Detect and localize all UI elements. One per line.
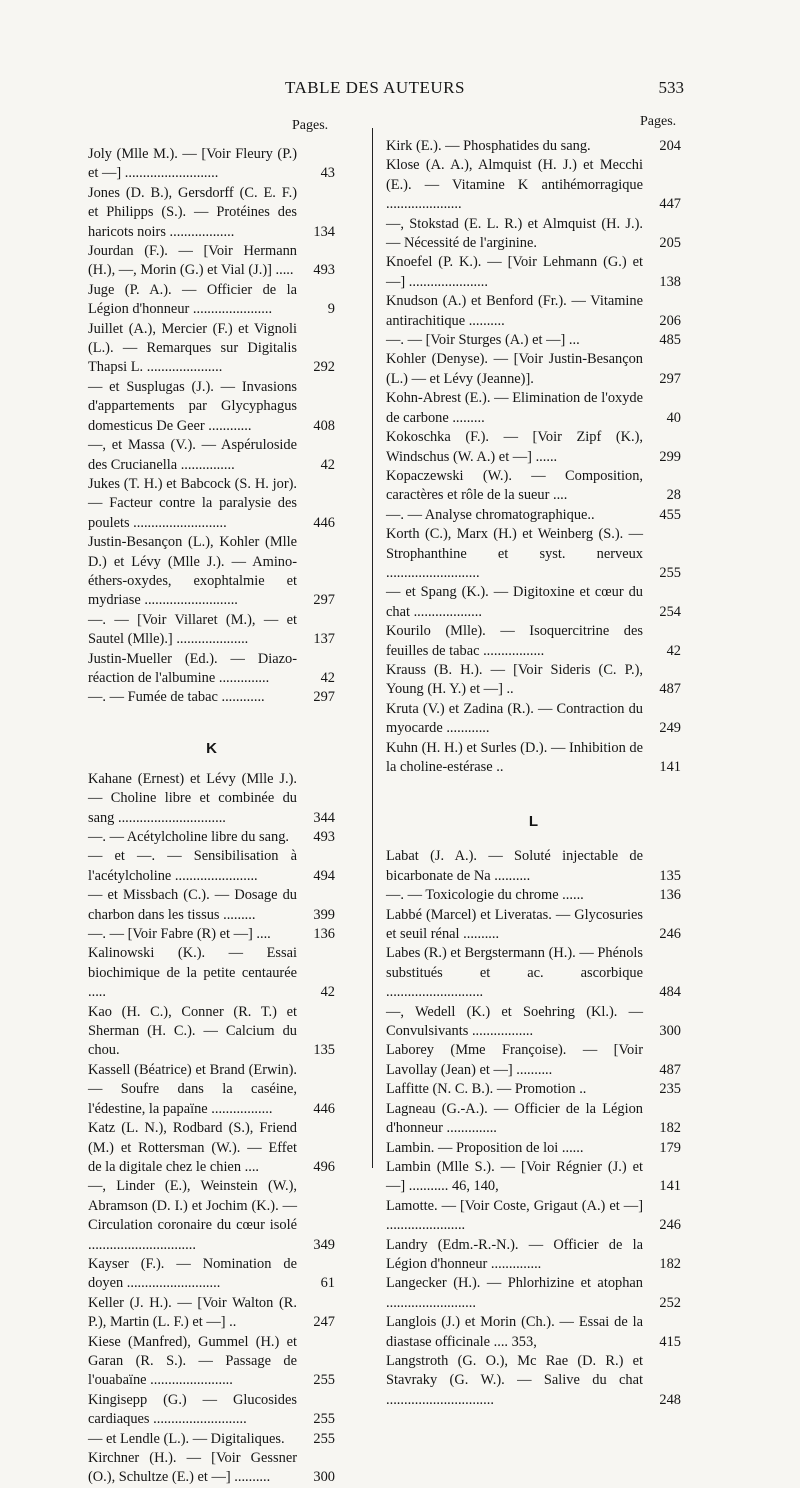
entry-page: 137 (313, 631, 335, 648)
entry-text: Justin-Mueller (Ed.). — Diazo-réaction de l'albumine .............. (88, 650, 297, 686)
entry-page: 487 (659, 1061, 681, 1078)
index-entry (386, 215, 681, 254)
entry-text: Knudson (A.) et Benford (Fr.). — Vitamine antirachitique .......... (386, 293, 643, 329)
index-entry (88, 242, 335, 281)
entry-page: 235 (659, 1081, 681, 1098)
entry-text: Kourilo (Mlle). — Isoquercitrine des feuilles de tabac ................. (386, 623, 643, 659)
entry-text: Kingisepp (G.) — Glucosides cardiaques .......................... (88, 1391, 297, 1428)
index-entry (88, 1333, 335, 1391)
index-entry (386, 886, 681, 905)
entry-text: Kuhn (H. H.) et Surles (D.). — Inhibition de la choline-estérase .. (386, 739, 643, 775)
pages-label-right: Pages. (640, 114, 677, 129)
entry-text: —. — Fumée de tabac ............ (88, 689, 265, 706)
index-entry (88, 847, 335, 886)
index-entry (88, 1177, 335, 1255)
entry-text: Kassell (Béatrice) et Brand (Erwin). — Soufre dans la caséine, l'édestine, la papaïne ................. (88, 1061, 297, 1117)
entry-page: 254 (659, 603, 681, 620)
entry-page: 141 (659, 759, 681, 775)
index-entry (386, 292, 681, 331)
index-entry (386, 1158, 681, 1197)
entry-text: Juge (P. A.). — Officier de la Légion d'honneur ...................... (88, 281, 297, 318)
entry-text: Juillet (A.), Mercier (F.) et Vignoli (L.). — Remarques sur Digitalis Thapsi L. ..................... (88, 320, 297, 376)
entry-page: 141 (659, 1178, 681, 1195)
index-entry (386, 1100, 681, 1139)
entry-page: 61 (320, 1275, 335, 1292)
entry-page: 446 (313, 1100, 335, 1117)
entry-text: Landry (Edm.-R.-N.). — Officier de la Légion d'honneur .............. (386, 1236, 643, 1272)
index-entry (386, 944, 681, 1002)
entry-text: —. — Acétylcholine libre du sang. (88, 829, 290, 845)
entry-page: 43 (320, 165, 335, 182)
entry-text: Krauss (B. H.). — [Voir Sideris (C. P.), Young (H. Y.) et —] .. (386, 661, 643, 698)
index-entry (386, 1274, 681, 1313)
index-entry (88, 1449, 335, 1488)
index-entry (386, 467, 681, 506)
index-entry (386, 1041, 681, 1080)
entry-text: Joly (Mlle M.). — [Voir Fleury (P.) et —] .......................... (88, 146, 297, 182)
entry-page: 415 (659, 1333, 681, 1350)
entry-page: 136 (659, 887, 681, 904)
entry-page: 206 (659, 312, 681, 329)
entry-text: Lambin (Mlle S.). — [Voir Régnier (J.) et —] ........... 46, 140, (386, 1158, 643, 1195)
entry-page: 134 (313, 223, 335, 240)
index-entry (88, 944, 335, 1002)
entry-text: Kohn-Abrest (E.). — Elimination de l'oxyde de carbone ......... (386, 390, 643, 426)
index-entry (386, 137, 681, 156)
index-entry (386, 1352, 681, 1410)
index-entry (386, 847, 681, 886)
entry-text: Kopaczewski (W.). — Composition, caractères et rôle de la sueur .... (386, 467, 643, 504)
entry-page: 300 (659, 1023, 681, 1040)
entry-text: Kalinowski (K.). — Essai biochimique de la petite centaurée ..... (88, 945, 297, 1001)
index-entry (88, 1061, 335, 1119)
entry-text: Langstroth (G. O.), Mc Rae (D. R.) et Stavraky (G. W.). — Salive du chat .............................. (386, 1352, 643, 1408)
index-list-j (88, 145, 335, 708)
entry-page: 246 (659, 926, 681, 943)
entry-page: 455 (659, 506, 681, 523)
entry-text: — et Lendle (L.). — Digitaliques. (88, 1430, 285, 1447)
index-list-k-left (88, 770, 335, 1488)
index-entry (88, 770, 335, 828)
entry-page: 136 (313, 926, 335, 943)
index-entry (386, 1313, 681, 1352)
index-entry (386, 906, 681, 945)
entry-page: 494 (313, 867, 335, 884)
index-entry (386, 156, 681, 214)
index-entry (88, 1119, 335, 1177)
left-column (88, 145, 335, 1488)
entry-text: Lambin. — Proposition de loi ...... (386, 1139, 584, 1156)
entry-page: 42 (320, 669, 335, 686)
index-entry (88, 688, 335, 707)
entry-text: Laborey (Mme Françoise). — [Voir Lavollay (Jean) et —] .......... (386, 1042, 643, 1078)
entry-page: 182 (659, 1120, 681, 1137)
pages-label-left: Pages. (292, 118, 329, 133)
entry-page: 135 (313, 1042, 335, 1059)
entry-page: 28 (666, 487, 681, 504)
entry-page: 493 (313, 829, 335, 845)
index-entry (386, 331, 681, 350)
entry-page: 255 (313, 1430, 335, 1447)
entry-text: —. — [Voir Fabre (R) et —] .... (88, 926, 271, 943)
entry-page: 179 (659, 1139, 681, 1156)
entry-page: 493 (313, 262, 335, 279)
entry-page: 487 (659, 681, 681, 698)
entry-text: Kao (H. C.), Conner (R. T.) et Sherman (H. C.). — Calcium du chou. (88, 1003, 297, 1059)
entry-text: Lagneau (G.-A.). — Officier de la Légion d'honneur .............. (386, 1100, 643, 1137)
section-heading-k: K (206, 739, 217, 757)
index-entry (88, 611, 335, 650)
entry-text: —. — Analyse chromatographique.. (386, 506, 595, 523)
entry-text: Labbé (Marcel) et Liveratas. — Glycosuries et seuil rénal .......... (386, 906, 643, 943)
entry-text: Kirchner (H.). — [Voir Gessner (O.), Schultze (E.) et —] .......... (88, 1450, 297, 1486)
index-list-l (386, 847, 681, 1410)
index-entry (386, 700, 681, 739)
entry-text: Kahane (Ernest) et Lévy (Mlle J.). — Choline libre et combinée du sang .............................. (88, 770, 297, 826)
entry-text: Langlois (J.) et Morin (Ch.). — Essai de la diastase officinale .... 353, (386, 1314, 643, 1350)
section-heading-l: L (528, 813, 539, 831)
entry-text: — et —. — Sensibilisation à l'acétylcholine ....................... (88, 848, 297, 884)
entry-text: Laffitte (N. C. B.). — Promotion .. (386, 1081, 587, 1098)
entry-page: 42 (666, 642, 681, 659)
entry-text: —, Stokstad (E. L. R.) et Almquist (H. J.). — Nécessité de l'arginine. (386, 215, 643, 252)
entry-text: Kokoschka (F.). — [Voir Zipf (K.), Windschus (W. A.) et —] ...... (386, 429, 643, 465)
entry-text: Klose (A. A.), Almquist (H. J.) et Mecchi (E.). — Vitamine K antihémorragique ..................... (386, 157, 643, 213)
running-title: TABLE DES AUTEURS (285, 78, 465, 97)
entry-text: —, Linder (E.), Weinstein (W.), Abramson (D. I.) et Jochim (K.). — Circulation coronaire du cœur isolé .............................. (88, 1178, 297, 1253)
index-entry (88, 145, 335, 184)
index-entry (88, 1430, 335, 1449)
index-entry (386, 1197, 681, 1236)
entry-text: —. — Toxicologie du chrome ...... (386, 887, 584, 904)
entry-page: 247 (313, 1314, 335, 1331)
entry-text: Keller (J. H.). — [Voir Walton (R. P.), Martin (L. F.) et —] .. (88, 1294, 297, 1331)
entry-page: 255 (313, 1372, 335, 1389)
index-entry (88, 320, 335, 378)
entry-page: 485 (659, 332, 681, 349)
entry-text: — et Susplugas (J.). — Invasions d'appartements par Glycyphagus domesticus De Geer ............ (88, 378, 297, 434)
page-number: 533 (658, 78, 684, 97)
index-entry (386, 506, 681, 525)
index-entry (386, 253, 681, 292)
index-entry (88, 650, 335, 689)
entry-page: 484 (659, 984, 681, 1001)
entry-page: 297 (659, 370, 681, 387)
entry-page: 300 (313, 1469, 335, 1486)
index-entry (386, 525, 681, 583)
index-entry (88, 828, 335, 847)
index-entry (88, 925, 335, 944)
entry-text: Kayser (F.). — Nomination de doyen .......................... (88, 1255, 297, 1292)
index-entry (386, 1236, 681, 1275)
entry-text: Kruta (V.) et Zadina (R.). — Contraction du myocarde ............ (386, 700, 643, 737)
entry-text: —. — [Voir Villaret (M.), — et Sautel (Mlle).] .................... (88, 611, 297, 648)
index-entry (386, 350, 681, 389)
entry-page: 297 (313, 592, 335, 609)
index-entry (386, 661, 681, 700)
entry-text: Knoefel (P. K.). — [Voir Lehmann (G.) et —] ...................... (386, 254, 643, 290)
entry-text: Jukes (T. H.) et Babcock (S. H. jor). — Facteur contre la paralysie des poulets .......................... (88, 475, 297, 531)
entry-text: Katz (L. N.), Rodbard (S.), Friend (M.) et Rottersman (W.). — Effet de la digitale chez le chien .... (88, 1120, 297, 1175)
entry-page: 496 (313, 1158, 335, 1175)
index-entry (386, 1139, 681, 1158)
entry-text: Labes (R.) et Bergstermann (H.). — Phénols substitués et ac. ascorbique ........................... (386, 945, 643, 1001)
index-entry (88, 1294, 335, 1333)
entry-page: 447 (659, 196, 681, 213)
entry-page: 349 (313, 1236, 335, 1253)
index-list-k-right (386, 137, 681, 777)
entry-text: —. — [Voir Sturges (A.) et —] ... (386, 332, 580, 349)
entry-page: 205 (659, 235, 681, 252)
page-header (0, 78, 800, 102)
index-entry (386, 622, 681, 661)
entry-text: — et Missbach (C.). — Dosage du charbon dans les tissus ......... (88, 887, 297, 923)
entry-page: 399 (313, 906, 335, 923)
entry-text: — et Spang (K.). — Digitoxine et cœur du chat ................... (386, 584, 643, 620)
entry-page: 40 (666, 409, 681, 426)
entry-text: Kirk (E.). — Phosphatides du sang. (386, 138, 591, 154)
entry-text: —, et Massa (V.). — Aspéruloside des Crucianella ............... (88, 437, 297, 473)
index-entry (88, 281, 335, 320)
entry-page: 204 (659, 138, 681, 154)
entry-page: 299 (659, 448, 681, 465)
entry-page: 292 (313, 359, 335, 376)
index-entry (88, 886, 335, 925)
entry-text: Korth (C.), Marx (H.) et Weinberg (S.). — Strophanthine et syst. nerveux .......................... (386, 526, 643, 581)
entry-text: —, Wedell (K.) et Soehring (Kl.). — Convulsivants ................. (386, 1003, 643, 1040)
entry-text: Labat (J. A.). — Soluté injectable de bicarbonate de Na .......... (386, 848, 643, 884)
entry-page: 42 (320, 456, 335, 473)
entry-page: 248 (659, 1391, 681, 1408)
index-entry (88, 475, 335, 533)
entry-page: 344 (313, 809, 335, 826)
right-column (386, 137, 681, 1410)
entry-page: 42 (320, 984, 335, 1001)
entry-page: 246 (659, 1217, 681, 1234)
entry-page: 252 (659, 1294, 681, 1311)
column-divider (372, 128, 373, 1168)
entry-page: 135 (659, 867, 681, 884)
entry-page: 182 (659, 1255, 681, 1272)
entry-text: Justin-Besançon (L.), Kohler (Mlle D.) et Lévy (Mlle J.). — Amino-éthers-oxydes, exophtalmie et mydriase .......................... (88, 534, 297, 609)
index-entry (386, 428, 681, 467)
index-entry (386, 739, 681, 778)
entry-page: 255 (659, 564, 681, 581)
entry-page: 255 (313, 1411, 335, 1428)
index-entry (88, 184, 335, 242)
entry-text: Langecker (H.). — Phlorhizine et atophan ......................... (386, 1275, 643, 1311)
index-entry (88, 1255, 335, 1294)
entry-page: 297 (313, 689, 335, 706)
entry-page: 408 (313, 417, 335, 434)
entry-text: Lamotte. — [Voir Coste, Grigaut (A.) et —] ...................... (386, 1197, 643, 1234)
index-entry (386, 389, 681, 428)
entry-text: Jourdan (F.). — [Voir Hermann (H.), —, Morin (G.) et Vial (J.)] ..... (88, 243, 297, 279)
entry-text: Kiese (Manfred), Gummel (H.) et Garan (R. S.). — Passage de l'ouabaïne ....................... (88, 1333, 297, 1389)
entry-page: 9 (327, 301, 335, 318)
index-entry (88, 1003, 335, 1061)
index-entry (88, 533, 335, 611)
entry-page: 138 (659, 273, 681, 290)
index-entry (386, 1003, 681, 1042)
index-entry (386, 1080, 681, 1099)
entry-page: 446 (313, 514, 335, 531)
entry-text: Jones (D. B.), Gersdorff (C. E. F.) et Philipps (S.). — Protéines des haricots noirs .................. (88, 184, 297, 240)
index-entry (386, 583, 681, 622)
entry-text: Kohler (Denyse). — [Voir Justin-Besançon (L.) — et Lévy (Jeanne)]. (386, 351, 643, 387)
entry-page: 249 (659, 720, 681, 737)
index-entry (88, 1391, 335, 1430)
index-entry (88, 436, 335, 475)
index-entry (88, 378, 335, 436)
